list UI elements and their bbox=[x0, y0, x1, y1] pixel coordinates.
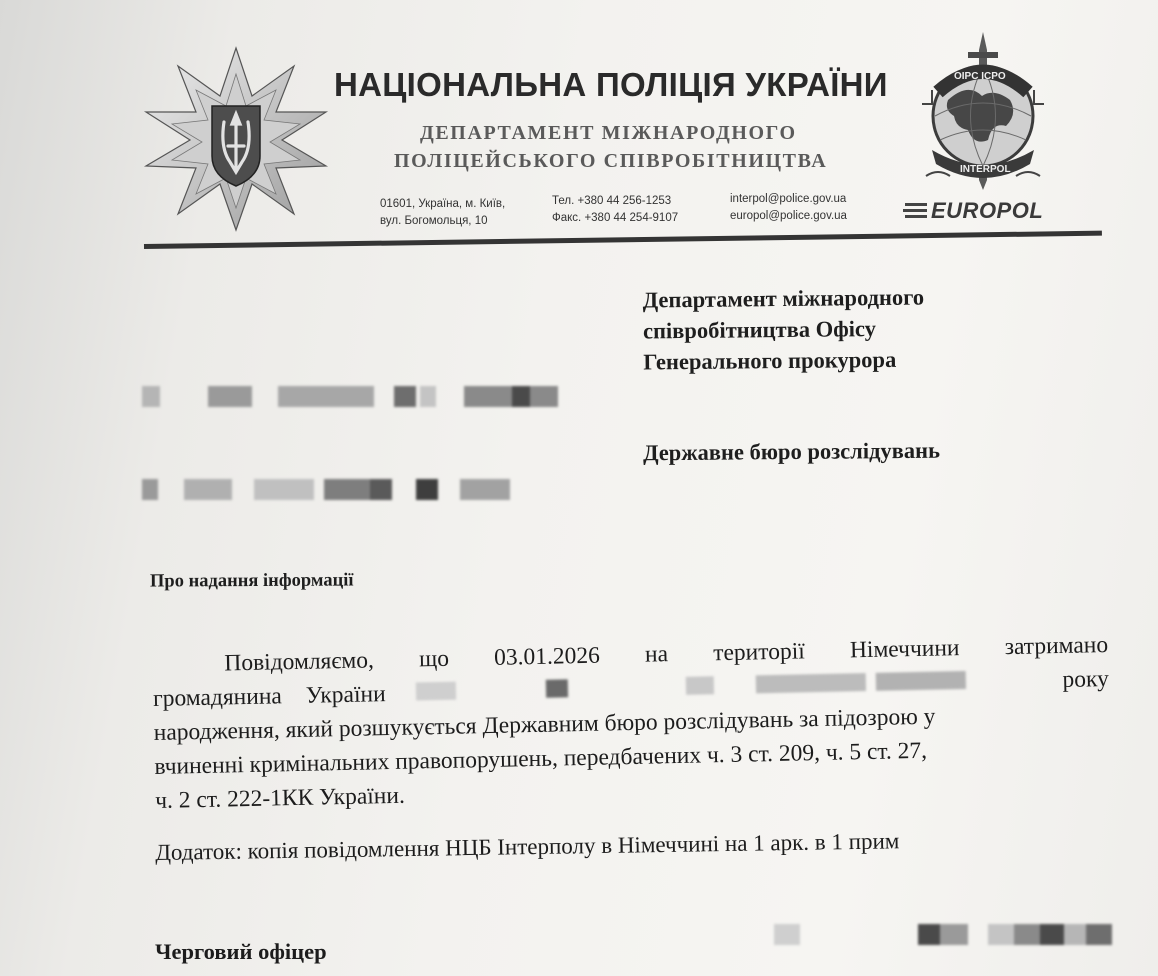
europol-wordmark: EUROPOL bbox=[931, 198, 1044, 223]
body-word: року bbox=[1062, 665, 1110, 693]
body-line-4: вчиненні кримінальних правопорушень, передбачених ч. 3 ст. 209, ч. 5 ст. 27, bbox=[154, 737, 928, 780]
europol-mark-icon bbox=[903, 200, 931, 222]
address-block bbox=[380, 196, 505, 230]
country-name: Німеччини bbox=[849, 635, 960, 664]
address-line1: 01601, Україна, м. Київ, bbox=[380, 198, 506, 210]
addressee-line: Генерального прокурора bbox=[643, 346, 897, 375]
interpol-banner-label: INTERPOL bbox=[960, 164, 1011, 175]
addressee-state-bureau: Державне бюро розслідувань bbox=[642, 437, 941, 466]
interpol-ring-label: OIPC ICPO bbox=[954, 71, 1006, 82]
detention-date: 03.01.2026 bbox=[493, 642, 601, 671]
body-word: на bbox=[644, 641, 669, 668]
body-word: України bbox=[305, 681, 386, 709]
phone-number: Тел. +380 44 256-1253 bbox=[552, 195, 672, 207]
body-line-3: народження, який розшукується Державним бюро розслідувань за підозрою у bbox=[153, 703, 936, 746]
addressee-line: Департамент міжнародного bbox=[642, 284, 925, 313]
body-word: що bbox=[418, 645, 450, 673]
attachment-note: Додаток: копія повідомлення НЦБ Інтерполу в Німеччині на 1 арк. в 1 прим bbox=[155, 828, 900, 865]
letter-subject: Про надання інформації bbox=[149, 570, 354, 592]
addressee-prosecutor-office bbox=[643, 282, 925, 378]
body-word: громадянина bbox=[152, 683, 283, 712]
fax-number: Факс. +380 44 254-9107 bbox=[552, 212, 679, 224]
email-interpol: interpol@police.gov.ua bbox=[730, 193, 847, 205]
redacted-signer-name bbox=[774, 924, 1114, 945]
addressee-line: співробітництва Офісу bbox=[642, 316, 877, 344]
email-europol: europol@police.gov.ua bbox=[730, 210, 847, 222]
address-line2: вул. Богомольця, 10 bbox=[380, 215, 488, 227]
interpol-emblem-icon bbox=[918, 30, 1048, 196]
department-name-line1: ДЕПАРТАМЕНТ МІЖНАРОДНОГО bbox=[420, 122, 797, 144]
organization-title: НАЦІОНАЛЬНА ПОЛІЦІЯ УКРАЇНИ bbox=[334, 66, 888, 103]
phone-block bbox=[552, 193, 678, 227]
police-star-emblem-icon bbox=[142, 44, 330, 234]
body-word: території bbox=[712, 638, 806, 667]
europol-logo bbox=[903, 198, 1043, 224]
redacted-reference-line2 bbox=[142, 479, 512, 500]
department-name-line2: ПОЛІЦЕЙСЬКОГО СПІВРОБІТНИЦТВА bbox=[394, 150, 828, 172]
body-word: затримано bbox=[1004, 631, 1109, 661]
signer-title: Черговий офіцер bbox=[155, 939, 327, 964]
email-block bbox=[730, 191, 847, 225]
body-word: Повідомляємо, bbox=[224, 647, 375, 677]
body-line-5: ч. 2 ст. 222-1КК України. bbox=[154, 782, 406, 814]
redacted-person-details bbox=[415, 670, 1005, 700]
redacted-reference-line1 bbox=[142, 386, 558, 407]
letter-body bbox=[152, 628, 1111, 818]
